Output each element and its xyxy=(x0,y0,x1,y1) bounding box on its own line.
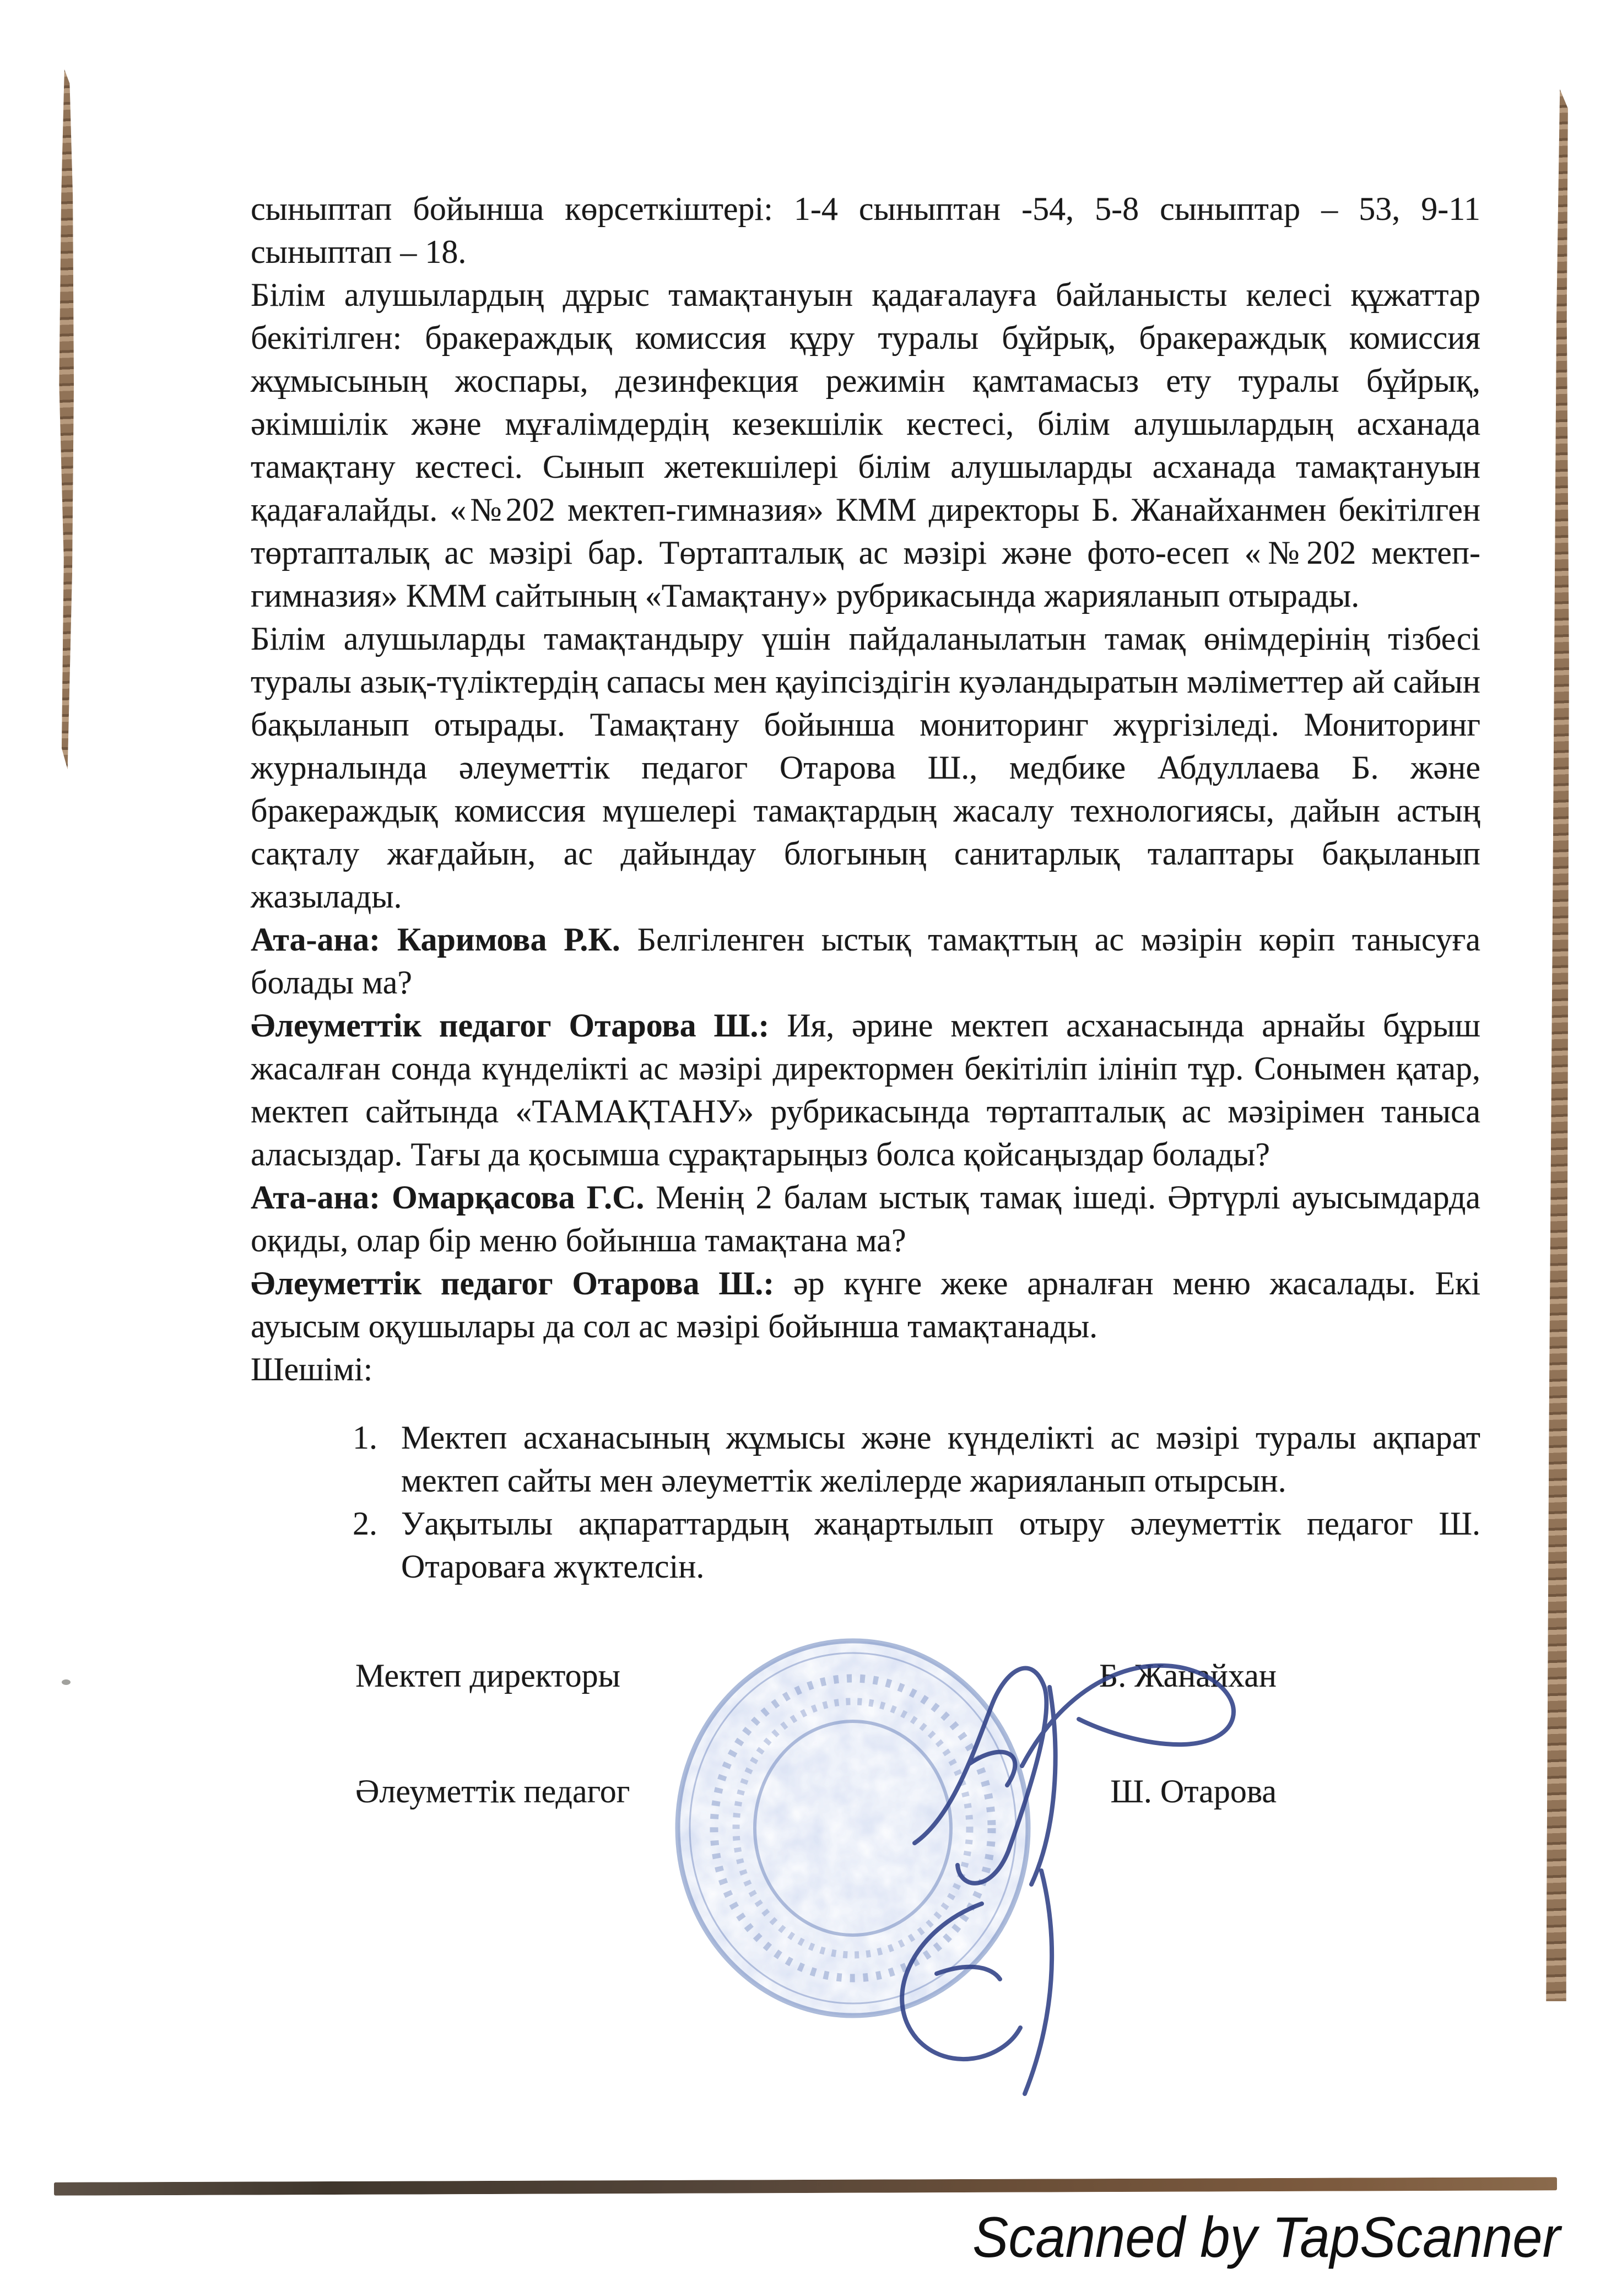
pedagog-signature xyxy=(902,1871,1052,2094)
speaker-pedagog-otarova-2: Әлеуметтік педагог Отарова Ш.: xyxy=(251,1265,775,1301)
dialog-answer-1 xyxy=(251,1004,1480,1176)
speaker-parent-omarkasova: Ата-ана: Омарқасова Г.С. xyxy=(251,1179,645,1215)
wood-table-edge-bottom xyxy=(54,2177,1557,2196)
paragraph-monitoring: Білім алушыларды тамақтандыру үшін пайдаланылатын тамақ өнімдерінің тізбесі туралы азық-түліктердің сапасы мен қауіпсіздігін куәландыратын мәліметтер ай сайын бақыланып отырады. Тамақтану бойынша мониторинг жүргізіледі. Мониторинг журналында әлеуметтік педагог Отарова Ш., медбике Абдуллаева Б. және бракераждық комиссия мүшелері тамақтардың жасалу технологиясы, дайын астың сақталу жағдайын, ас дайындау блогының санитарлық талаптары бақыланып жазылады. xyxy=(251,620,1480,915)
dialog-question-1 xyxy=(251,918,1480,1004)
wood-table-edge-right xyxy=(1542,89,1570,2001)
decision-item-2: Уақытылы ақпараттардың жаңартылып отыру әлеуметтік педагог Ш. Отароваға жүктелсін. xyxy=(401,1505,1480,1585)
paragraph-continuation: сыныптап бойынша көрсеткіштері: 1-4 сыныптан -54, 5-8 сыныптар – 53, 9-11 сыныптап – 18. xyxy=(251,191,1480,270)
signature-name-pedagog: Ш. Отарова xyxy=(1110,1773,1277,1809)
decision-list xyxy=(353,1416,1480,1588)
dialog-answer-2-text: әр күнге жеке арналған меню жасалады. Екі ауысым оқушылары да сол ас мәзірі бойынша тамақтанады. xyxy=(251,1265,1480,1344)
wood-table-edge-left xyxy=(53,69,74,769)
decision-item-1: Мектеп асханасының жұмысы және күнделікті ас мәзірі туралы ақпарат мектеп сайты мен әлеуметтік желілерде жарияланып отырсын. xyxy=(401,1419,1480,1499)
signature-row-director xyxy=(251,1654,1480,1697)
dialog-question-1-text: Белгіленген ыстық тамақттың ас мәзірін көріп танысуға болады ма? xyxy=(251,921,1481,1001)
dialog-answer-2 xyxy=(251,1262,1480,1348)
dialog-question-2 xyxy=(251,1176,1480,1262)
document-body xyxy=(251,187,1480,1813)
speaker-parent-karimova: Ата-ана: Каримова Р.К. xyxy=(251,921,620,958)
dialog-answer-1-text: Ия, әрине мектеп асханасында арнайы бұрыш жасалған сонда күнделікті ас мәзірі директормен бекітіліп ілініп тұр. Сонымен қатар, мектеп сайтында «ТАМАҚТАНУ» рубрикасында төртапталық ас мәзірімен таныса аласыздар. Тағы да қосымша сұрақтарыңыз болса қойсаңыздар болады? xyxy=(251,1007,1480,1173)
signature-role-director: Мектеп директоры xyxy=(355,1657,620,1694)
signature-block xyxy=(251,1654,1480,1813)
signature-row-pedagog xyxy=(251,1770,1480,1813)
scanner-watermark: Scanned by TapScanner xyxy=(972,2206,1560,2270)
scan-speck xyxy=(62,1679,71,1685)
paragraph-documents: Білім алушылардың дұрыс тамақтануын қадағалауға байланысты келесі құжаттар бекітілген: бракераждық комиссия құру туралы бұйрық, бракераждық комиссия жұмысының жоспары, дезинфекция режимін қамтамасыз ету туралы бұйрық, әкімшілік және мұғалімдердің кезекшілік кестесі, білім алушылардың асханада тамақтану кестесі. Сынып жетекшілері білім алушыларды асханада тамақтануын қадағалайды. «№202 мектеп-гимназия» КММ директоры Б. Жанайханмен бекітілген төртапталық ас мәзірі бар. Төртапталық ас мәзірі және фото-есеп «№202 мектеп-гимназия» КММ сайтының «Тамақтану» рубрикасында жарияланып отырады. xyxy=(251,277,1480,614)
speaker-pedagog-otarova-1: Әлеуметтік педагог Отарова Ш.: xyxy=(251,1007,770,1044)
dialog-question-2-text: Менің 2 балам ыстық тамақ ішеді. Әртүрлі ауысымдарда оқиды, олар бір меню бойынша тамақтана ма? xyxy=(251,1179,1481,1258)
decision-heading: Шешімі: xyxy=(251,1351,373,1387)
signature-name-director: Б. Жанайхан xyxy=(1099,1657,1277,1694)
signature-role-pedagog: Әлеуметтік педагог xyxy=(355,1773,630,1809)
